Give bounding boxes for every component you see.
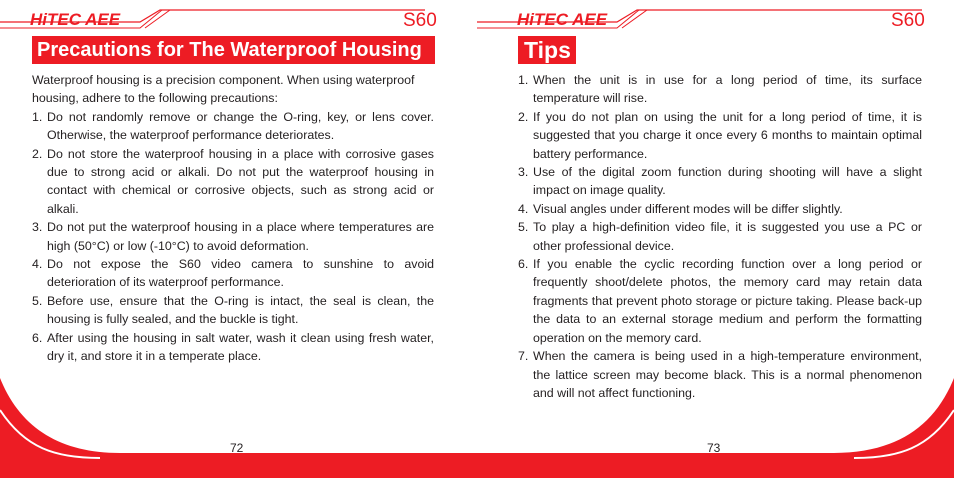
item-text: If you do not plan on using the unit for a long period of time, it is suggested that you charge it once every 6 months to maintain optimal battery performance. [533, 109, 922, 161]
item-number: 7. [518, 349, 529, 364]
list-item [518, 163, 922, 200]
model-name: S60 [403, 10, 437, 31]
brand-logo: HiTEC AEE [517, 10, 608, 29]
item-text: Do not put the waterproof housing in a place where temperatures are high (50°C) or low (-10°C) to avoid deformation. [47, 220, 434, 253]
item-number: 2. [518, 109, 529, 124]
list-item [518, 71, 922, 108]
item-text: After using the housing in salt water, wash it clean using fresh water, dry it, and store it in a temperate place. [47, 330, 434, 364]
list-item [32, 255, 434, 292]
item-text: Before use, ensure that the O-ring is intact, the seal is clean, the housing is fully sealed, and the buckle is tight. [47, 293, 434, 327]
item-number: 2. [32, 146, 43, 161]
item-number: 3. [32, 220, 43, 235]
list-item [32, 108, 434, 145]
page-title: Precautions for The Waterproof Housing [32, 36, 435, 64]
item-text: Use of the digital zoom function during shooting will have a slight impact on image quality. [533, 165, 922, 198]
item-number: 6. [32, 330, 43, 345]
footer-swoosh [0, 318, 477, 478]
item-text: Do not randomly remove or change the O-ring, key, or lens cover. Otherwise, the waterproof performance deteriorates. [47, 109, 434, 143]
list-item [32, 145, 434, 219]
page-title: Tips [518, 36, 576, 64]
item-text: Do not expose the S60 video camera to sunshine to avoid deterioration of its waterproof performance. [47, 257, 434, 290]
page-number: 73 [707, 441, 721, 455]
footer-swoosh [477, 318, 954, 478]
list-item [518, 200, 922, 218]
item-text: Do not store the waterproof housing in a place with corrosive gases due to strong acid or alkali. Do not put the waterproof housing in contact with chemical or corrosive objects, such as strong acid or alkali. [47, 146, 434, 216]
brand-logo: HiTEC AEE [30, 10, 121, 29]
item-text: When the camera is being used in a high-temperature environment, the lattice screen may become black. This is a normal phenomenon and will not affect functioning. [533, 349, 922, 400]
intro-paragraph: Waterproof housing is a precision component. When using waterproof housing, adhere to the following precautions: [32, 73, 415, 106]
item-number: 5. [518, 220, 529, 235]
item-number: 6. [518, 257, 529, 272]
item-text: When the unit is in use for a long period of time, its surface temperature will rise. [533, 73, 922, 106]
list-item [32, 218, 434, 255]
item-number: 1. [32, 109, 43, 124]
item-number: 4. [32, 257, 43, 272]
item-text: If you enable the cyclic recording function over a long period or frequently shoot/delete photos, the memory card may retain data fragments that prevent photo storage or picture taking. Please back-up the data to an external storage medium and perform the formatting operation on the memory card. [533, 257, 922, 345]
list-item [518, 108, 922, 163]
item-number: 3. [518, 165, 529, 180]
item-number: 4. [518, 201, 529, 216]
list-item [518, 218, 922, 255]
item-text: To play a high-definition video file, it is suggested you use a PC or other professional device. [533, 220, 922, 253]
page-right [477, 0, 954, 478]
model-name: S60 [891, 10, 925, 31]
item-number: 5. [32, 293, 43, 308]
item-text: Visual angles under different modes will be differ slightly. [533, 201, 843, 216]
item-number: 1. [518, 73, 529, 87]
page-number: 72 [230, 441, 244, 455]
